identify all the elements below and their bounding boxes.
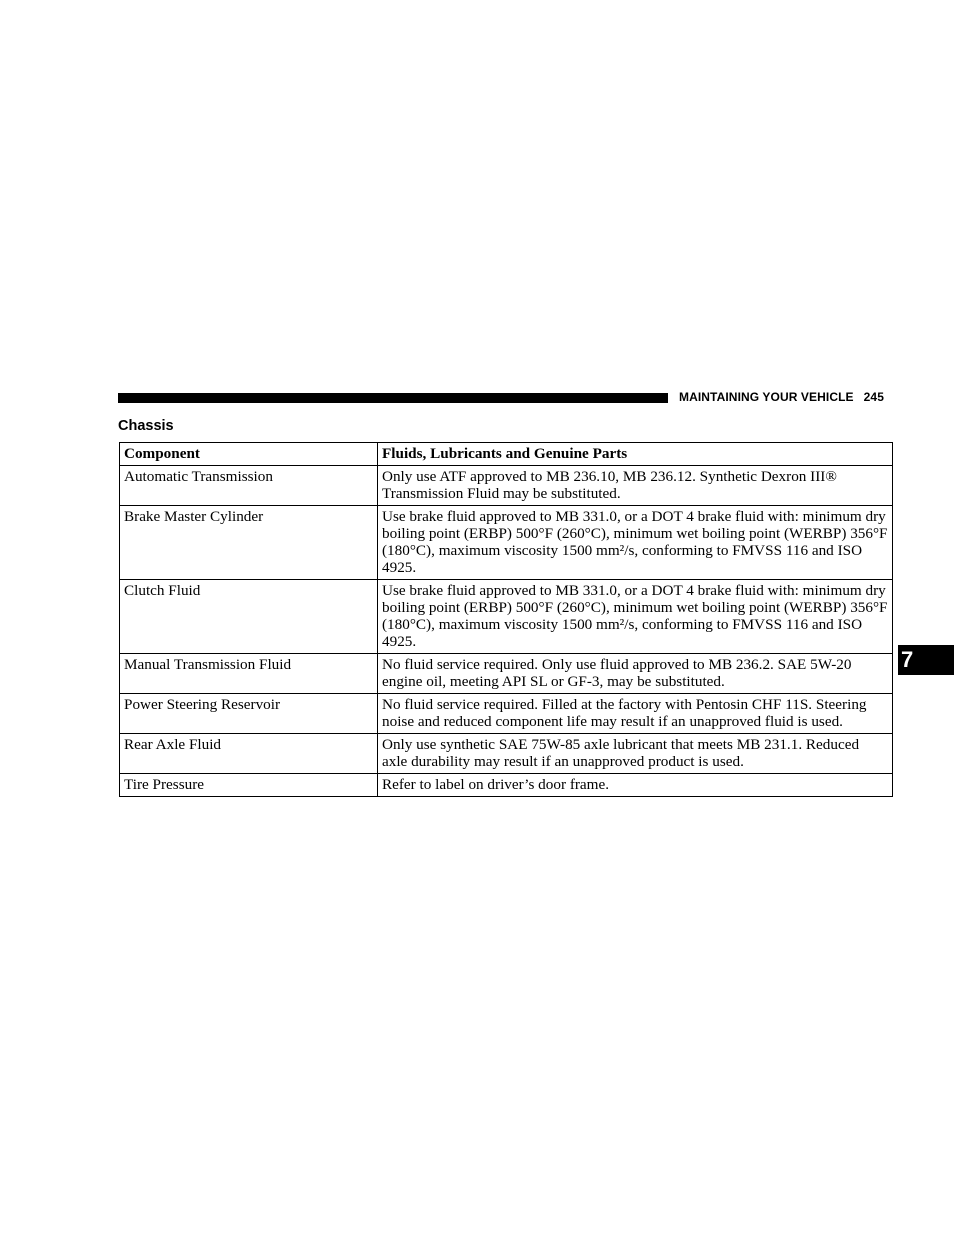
section-title: Chassis bbox=[118, 418, 174, 434]
chassis-table bbox=[119, 442, 893, 797]
chapter-tab: 7 bbox=[898, 645, 954, 675]
header-rule bbox=[118, 393, 668, 403]
component-cell: Automatic Transmission bbox=[120, 466, 378, 506]
column-header-fluids: Fluids, Lubricants and Genuine Parts bbox=[378, 443, 893, 466]
component-cell: Brake Master Cylinder bbox=[120, 506, 378, 580]
table-row bbox=[120, 654, 893, 694]
component-cell: Tire Pressure bbox=[120, 774, 378, 797]
spec-cell: Only use synthetic SAE 75W-85 axle lubricant that meets MB 231.1. Reduced axle durability may result if an unapproved product is used. bbox=[378, 734, 893, 774]
table-row bbox=[120, 774, 893, 797]
spec-cell: No fluid service required. Filled at the factory with Pentosin CHF 11S. Steering noise and reduced component life may result if an unapproved fluid is used. bbox=[378, 694, 893, 734]
component-cell: Power Steering Reservoir bbox=[120, 694, 378, 734]
spec-cell: Refer to label on driver’s door frame. bbox=[378, 774, 893, 797]
component-cell: Clutch Fluid bbox=[120, 580, 378, 654]
header-section-title: MAINTAINING YOUR VEHICLE bbox=[679, 390, 854, 404]
component-cell: Manual Transmission Fluid bbox=[120, 654, 378, 694]
running-header bbox=[679, 390, 884, 404]
table-row bbox=[120, 734, 893, 774]
component-cell: Rear Axle Fluid bbox=[120, 734, 378, 774]
table-header-row bbox=[120, 443, 893, 466]
table-row bbox=[120, 694, 893, 734]
table-row bbox=[120, 466, 893, 506]
table-row bbox=[120, 580, 893, 654]
spec-cell: No fluid service required. Only use fluid approved to MB 236.2. SAE 5W-20 engine oil, meeting API SL or GF-3, may be substituted. bbox=[378, 654, 893, 694]
table-row bbox=[120, 506, 893, 580]
spec-cell: Use brake fluid approved to MB 331.0, or a DOT 4 brake fluid with: minimum dry boiling point (ERBP) 500°F (260°C), minimum wet boiling point (WERBP) 356°F (180°C), maximum viscosity 1500 mm²/s, conforming to FMVSS 116 and ISO 4925. bbox=[378, 580, 893, 654]
spec-cell: Only use ATF approved to MB 236.10, MB 236.12. Synthetic Dexron III® Transmission Fluid may be substituted. bbox=[378, 466, 893, 506]
page-number: 245 bbox=[863, 390, 884, 404]
spec-cell: Use brake fluid approved to MB 331.0, or a DOT 4 brake fluid with: minimum dry boiling point (ERBP) 500°F (260°C), minimum wet boiling point (WERBP) 356°F (180°C), maximum viscosity 1500 mm²/s, conforming to FMVSS 116 and ISO 4925. bbox=[378, 506, 893, 580]
column-header-component: Component bbox=[120, 443, 378, 466]
